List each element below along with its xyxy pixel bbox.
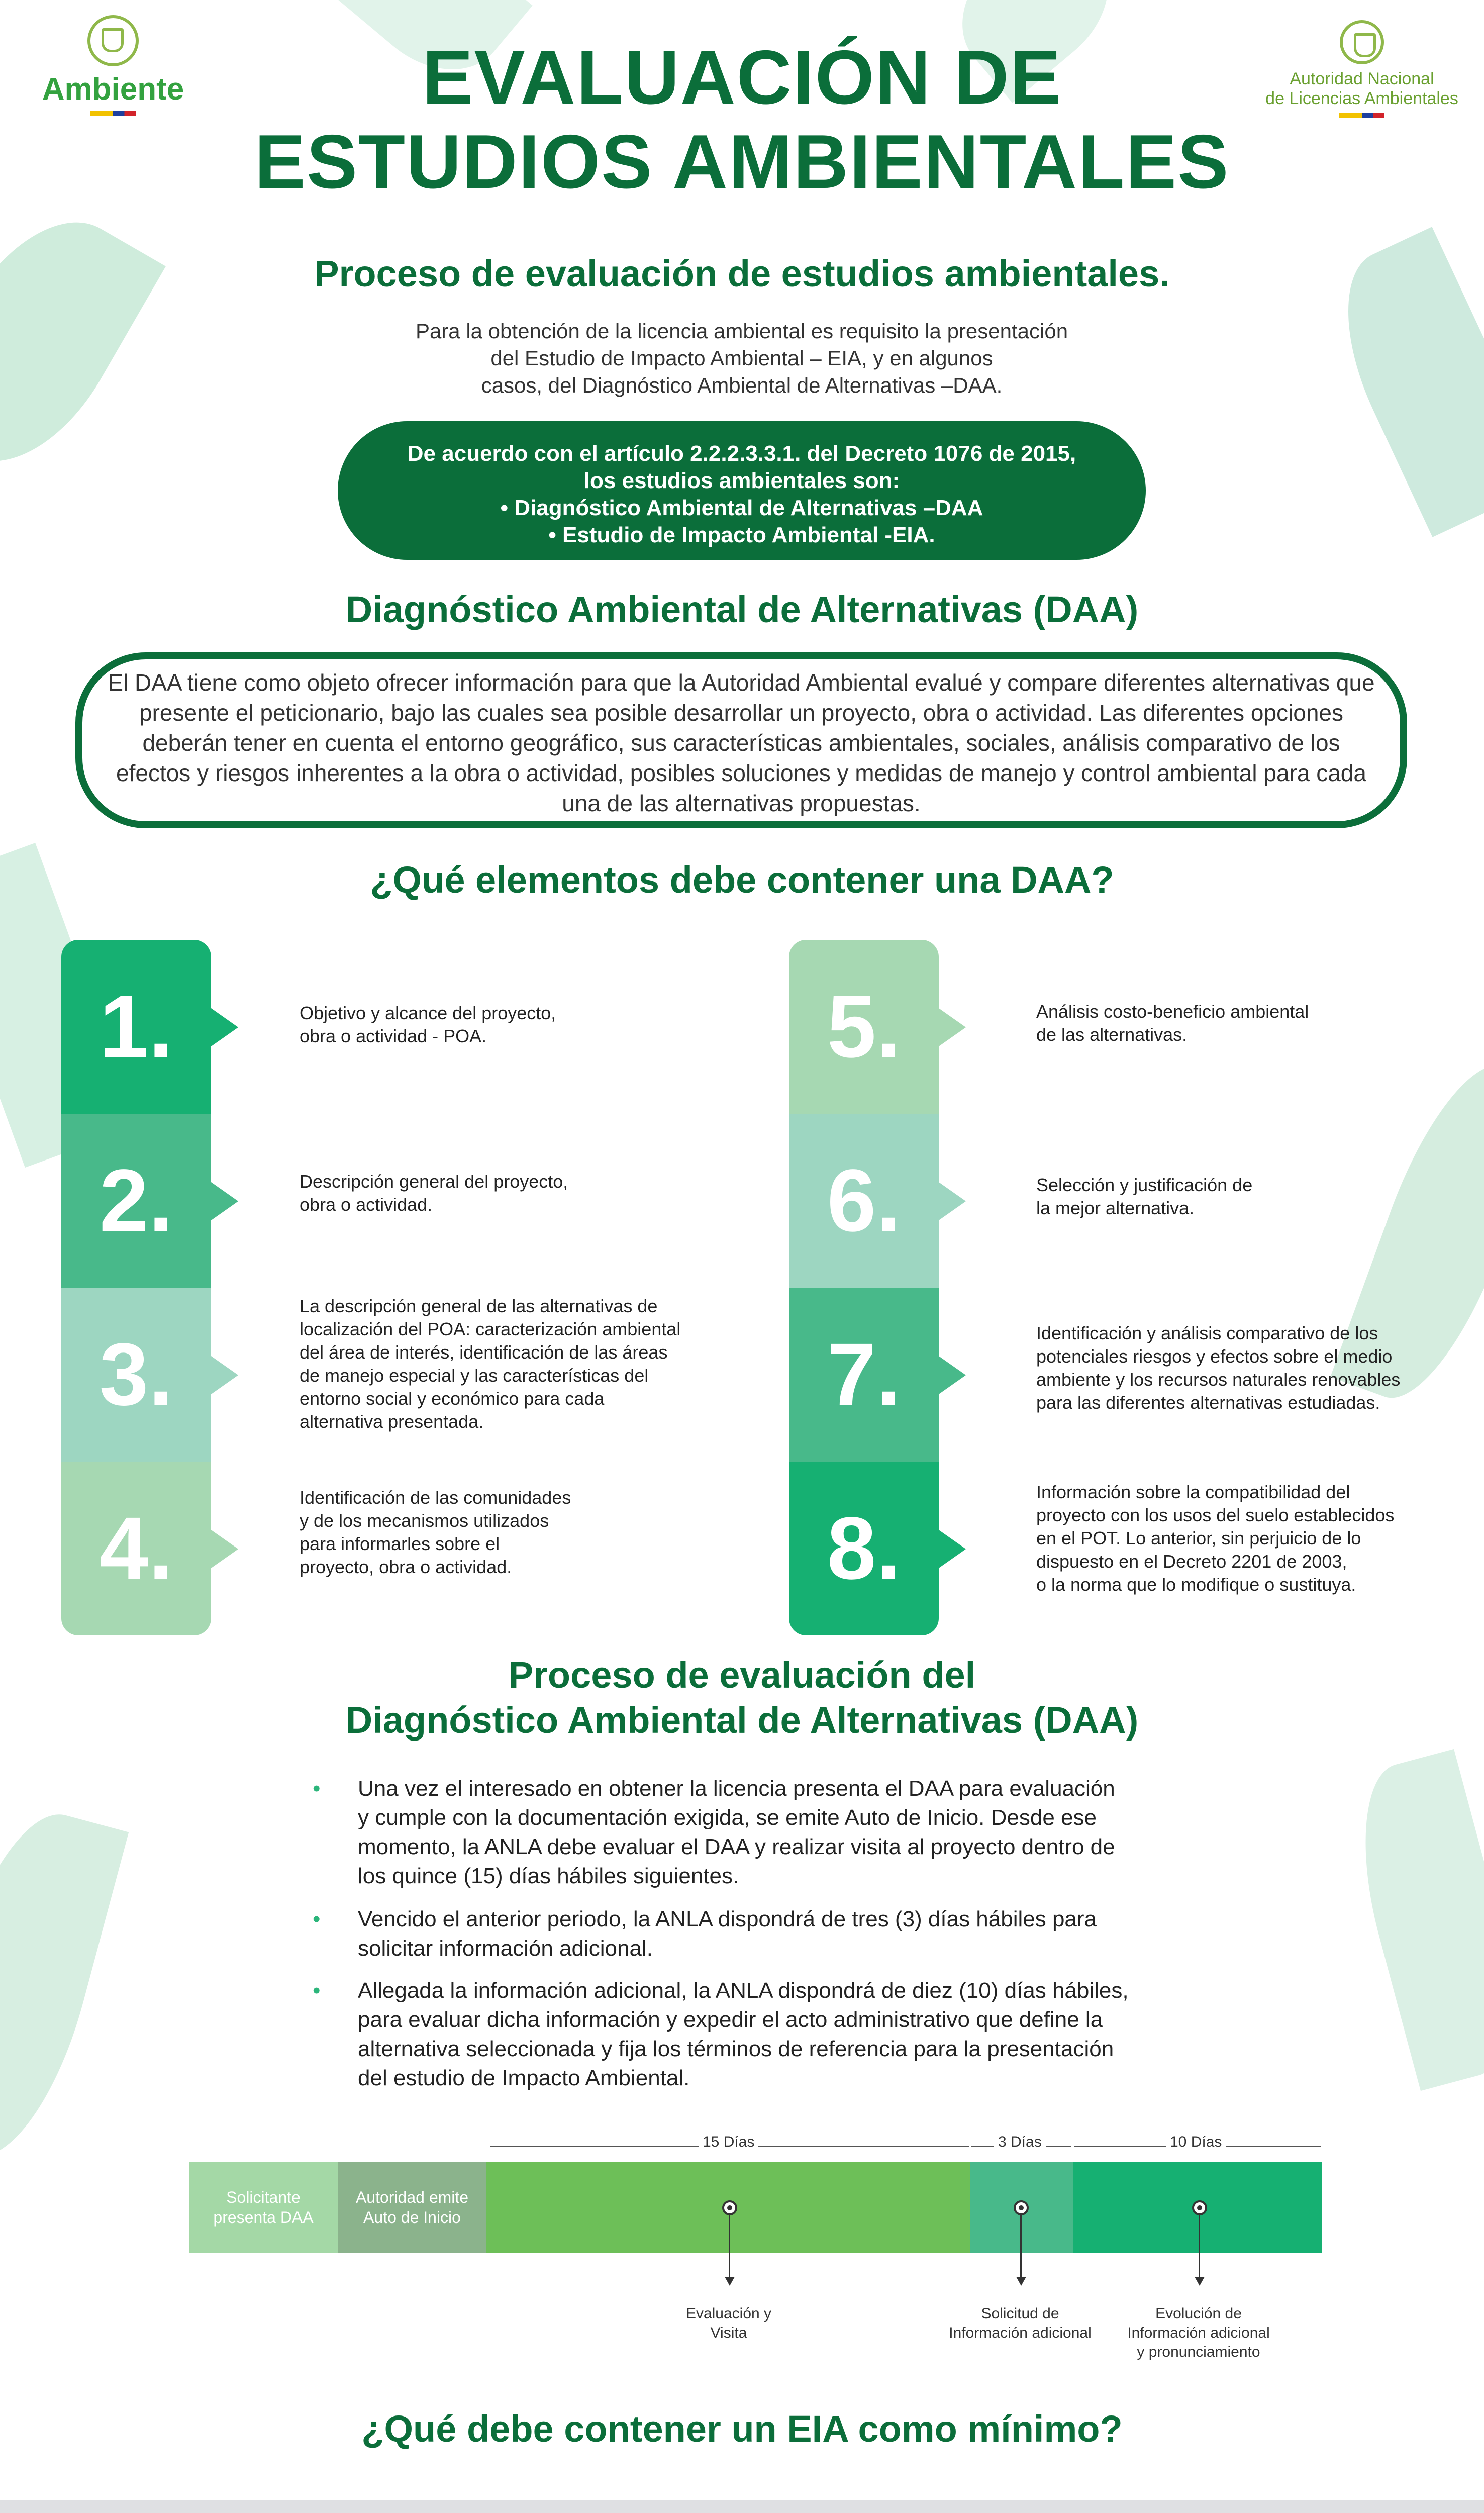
pointer-arrow (211, 1182, 238, 1220)
bullet-text: Vencido el anterior periodo, la ANLA dispondrá de tres (3) días hábiles para solicitar información adicional. (358, 1907, 1097, 1961)
marker-arrow (1016, 2277, 1026, 2286)
flag-bar (1339, 113, 1384, 118)
number-label: 4. (99, 1499, 173, 1598)
elements-heading: ¿Qué elementos debe contener una DAA? (370, 859, 1114, 901)
element-text-4: Identificación de las comunidades y de los mecanismos utilizados para informarles sobre el proyecto, obra o actividad. (300, 1487, 571, 1577)
timeline-marker-2-label: Solicitud de Información adicional (949, 2305, 1092, 2341)
element-number-2 (61, 1114, 211, 1288)
element-text-7: Identificación y análisis comparativo de los potenciales riesgos y efectos sobre el medio ambiente y los recursos naturales renovables para las diferentes alternativas estudiadas. (1036, 1323, 1401, 1413)
pointer-arrow (939, 1356, 966, 1394)
timeline-marker-2 (1014, 2200, 1029, 2215)
process-bullet-1 (313, 1774, 1132, 1891)
eia-section-background (0, 2500, 1484, 2513)
number-label: 1. (99, 978, 173, 1076)
decree-pill (338, 421, 1146, 560)
element-text-1: Objetivo y alcance del proyecto, obra o actividad - POA. (300, 1003, 556, 1046)
element-text-3: La descripción general de las alternativas de localización del POA: caracterización ambiental del área de interés, identificación de las áreas de manejo especial y las características del entorno social y económico para cada alternativa presentada. (300, 1296, 681, 1432)
flag-bar (90, 111, 136, 116)
intro-line-3: casos, del Diagnóstico Ambiental de Alternativas –DAA. (481, 373, 1003, 397)
elements-column-right (789, 940, 939, 1635)
timeline-marker-3-label: Evolución de Información adicional y pronunciamiento (1127, 2305, 1270, 2360)
foliage-decoration (1337, 1749, 1484, 2091)
span-10-dias-label: 10 Días (1166, 2134, 1226, 2151)
anla-logo-line2: de Licencias Ambientales (1265, 89, 1458, 108)
element-number-6 (789, 1114, 939, 1288)
foliage-decoration (0, 191, 166, 493)
element-text-5: Análisis costo-beneficio ambiental de las alternativas. (1036, 1001, 1309, 1045)
number-label: 5. (827, 978, 901, 1076)
element-number-3 (61, 1288, 211, 1462)
element-text-8: Información sobre la compatibilidad del proyecto con los usos del suelo establecidos en el POT. Lo anterior, sin perjuicio de lo dispuesto en el Decreto 2201 de 2003, o la norma que lo modifique o sustituya. (1036, 1482, 1395, 1595)
bullet-text: Una vez el interesado en obtener la licencia presenta el DAA para evaluación y cumple con la documentación exigida, se emite Auto de Inicio. Desde ese momento, la ANLA debe evaluar el DAA y realizar visita al proyecto dentro de los quince (15) días hábiles siguientes. (358, 1776, 1115, 1888)
bullet-dot: • (313, 1776, 321, 1801)
process-heading (0, 1653, 1484, 1743)
pointer-arrow (939, 1008, 966, 1046)
marker-line (1020, 2215, 1022, 2281)
marker-arrow (1195, 2277, 1205, 2286)
process-heading-line-2: Diagnóstico Ambiental de Alternativas (DAA) (345, 1699, 1139, 1741)
element-number-1 (61, 940, 211, 1114)
element-number-7 (789, 1288, 939, 1462)
timeline-segment-solicitante-label: Solicitante presenta DAA (213, 2188, 314, 2227)
timeline-marker-1-label: Evaluación y Visita (685, 2305, 772, 2341)
timeline-marker-1 (722, 2200, 737, 2215)
number-label: 3. (99, 1325, 173, 1424)
marker-line (1199, 2215, 1200, 2281)
marker-line (729, 2215, 730, 2281)
pointer-arrow (939, 1182, 966, 1220)
element-text-6: Selección y justificación de la mejor alternativa. (1036, 1175, 1253, 1218)
process-heading-line-1: Proceso de evaluación del (508, 1654, 976, 1696)
anla-logo-line1: Autoridad Nacional (1290, 69, 1434, 88)
pill-line-4: • Estudio de Impacto Ambiental -EIA. (548, 523, 935, 547)
title-line-1: EVALUACIÓN DE (422, 35, 1062, 120)
intro-heading: Proceso de evaluación de estudios ambientales. (314, 253, 1170, 295)
pill-line-3: • Diagnóstico Ambiental de Alternativas –DAA (500, 496, 983, 520)
element-number-5 (789, 940, 939, 1114)
element-number-4 (61, 1462, 211, 1635)
pointer-arrow (211, 1530, 238, 1568)
timeline-segment-auto-inicio-label: Autoridad emite Auto de Inicio (355, 2188, 469, 2227)
element-number-8 (789, 1462, 939, 1635)
pill-line-2: los estudios ambientales son: (583, 468, 900, 493)
span-3-dias-label: 3 Días (994, 2134, 1046, 2151)
page-title (151, 35, 1333, 204)
coat-of-arms-icon (87, 15, 139, 66)
process-bullet-3 (313, 1976, 1132, 2093)
timeline-marker-3 (1192, 2200, 1207, 2215)
ambiente-logo-text: Ambiente (42, 72, 184, 107)
eia-heading: ¿Qué debe contener un EIA como mínimo? (361, 2408, 1123, 2450)
intro-line-2: del Estudio de Impacto Ambiental – EIA, y en algunos (490, 346, 993, 370)
bullet-dot: • (313, 1907, 321, 1931)
intro-paragraph (239, 318, 1244, 399)
pointer-arrow (211, 1008, 238, 1046)
number-label: 8. (827, 1499, 901, 1598)
pointer-arrow (939, 1530, 966, 1568)
element-text-2: Descripción general del proyecto, obra o actividad. (300, 1171, 568, 1215)
pill-line-1: De acuerdo con el artículo 2.2.2.3.3.1. del Decreto 1076 de 2015, (407, 441, 1076, 466)
foliage-decoration (0, 1798, 129, 2172)
daa-description-box: El DAA tiene como objeto ofrecer información para que la Autoridad Ambiental evalué y compare diferentes alternativas que presente el peticionario, bajo las cuales sea posible desarrollar un proyecto, obra o actividad. Las diferentes opciones deberán tener en cuenta el entorno geográfico, sus características ambientales, sociales, análisis comparativo de los efectos y riesgos inherentes a la obra o actividad, posibles soluciones y medidas de manejo y control ambiental para cada una de las alternativas propuestas. (75, 652, 1407, 828)
daa-heading: Diagnóstico Ambiental de Alternativas (DAA) (345, 589, 1139, 630)
number-label: 7. (827, 1325, 901, 1424)
bullet-text: Allegada la información adicional, la ANLA dispondrá de diez (10) días hábiles, para evaluar dicha información y expedir el acto administrativo que define la alternativa seleccionada y fija los términos de referencia para la presentación del estudio de Impacto Ambiental. (358, 1978, 1129, 2090)
bullet-dot: • (313, 1978, 321, 2003)
coat-of-arms-icon (1340, 20, 1384, 64)
process-bullet-2 (313, 1905, 1132, 1963)
marker-arrow (725, 2277, 735, 2286)
pointer-arrow (211, 1356, 238, 1394)
number-label: 2. (99, 1151, 173, 1250)
title-line-2: ESTUDIOS AMBIENTALES (254, 119, 1230, 205)
span-15-dias-label: 15 Días (699, 2134, 758, 2151)
elements-column-left (61, 940, 211, 1635)
number-label: 6. (827, 1151, 901, 1250)
intro-line-1: Para la obtención de la licencia ambiental es requisito la presentación (415, 319, 1068, 343)
